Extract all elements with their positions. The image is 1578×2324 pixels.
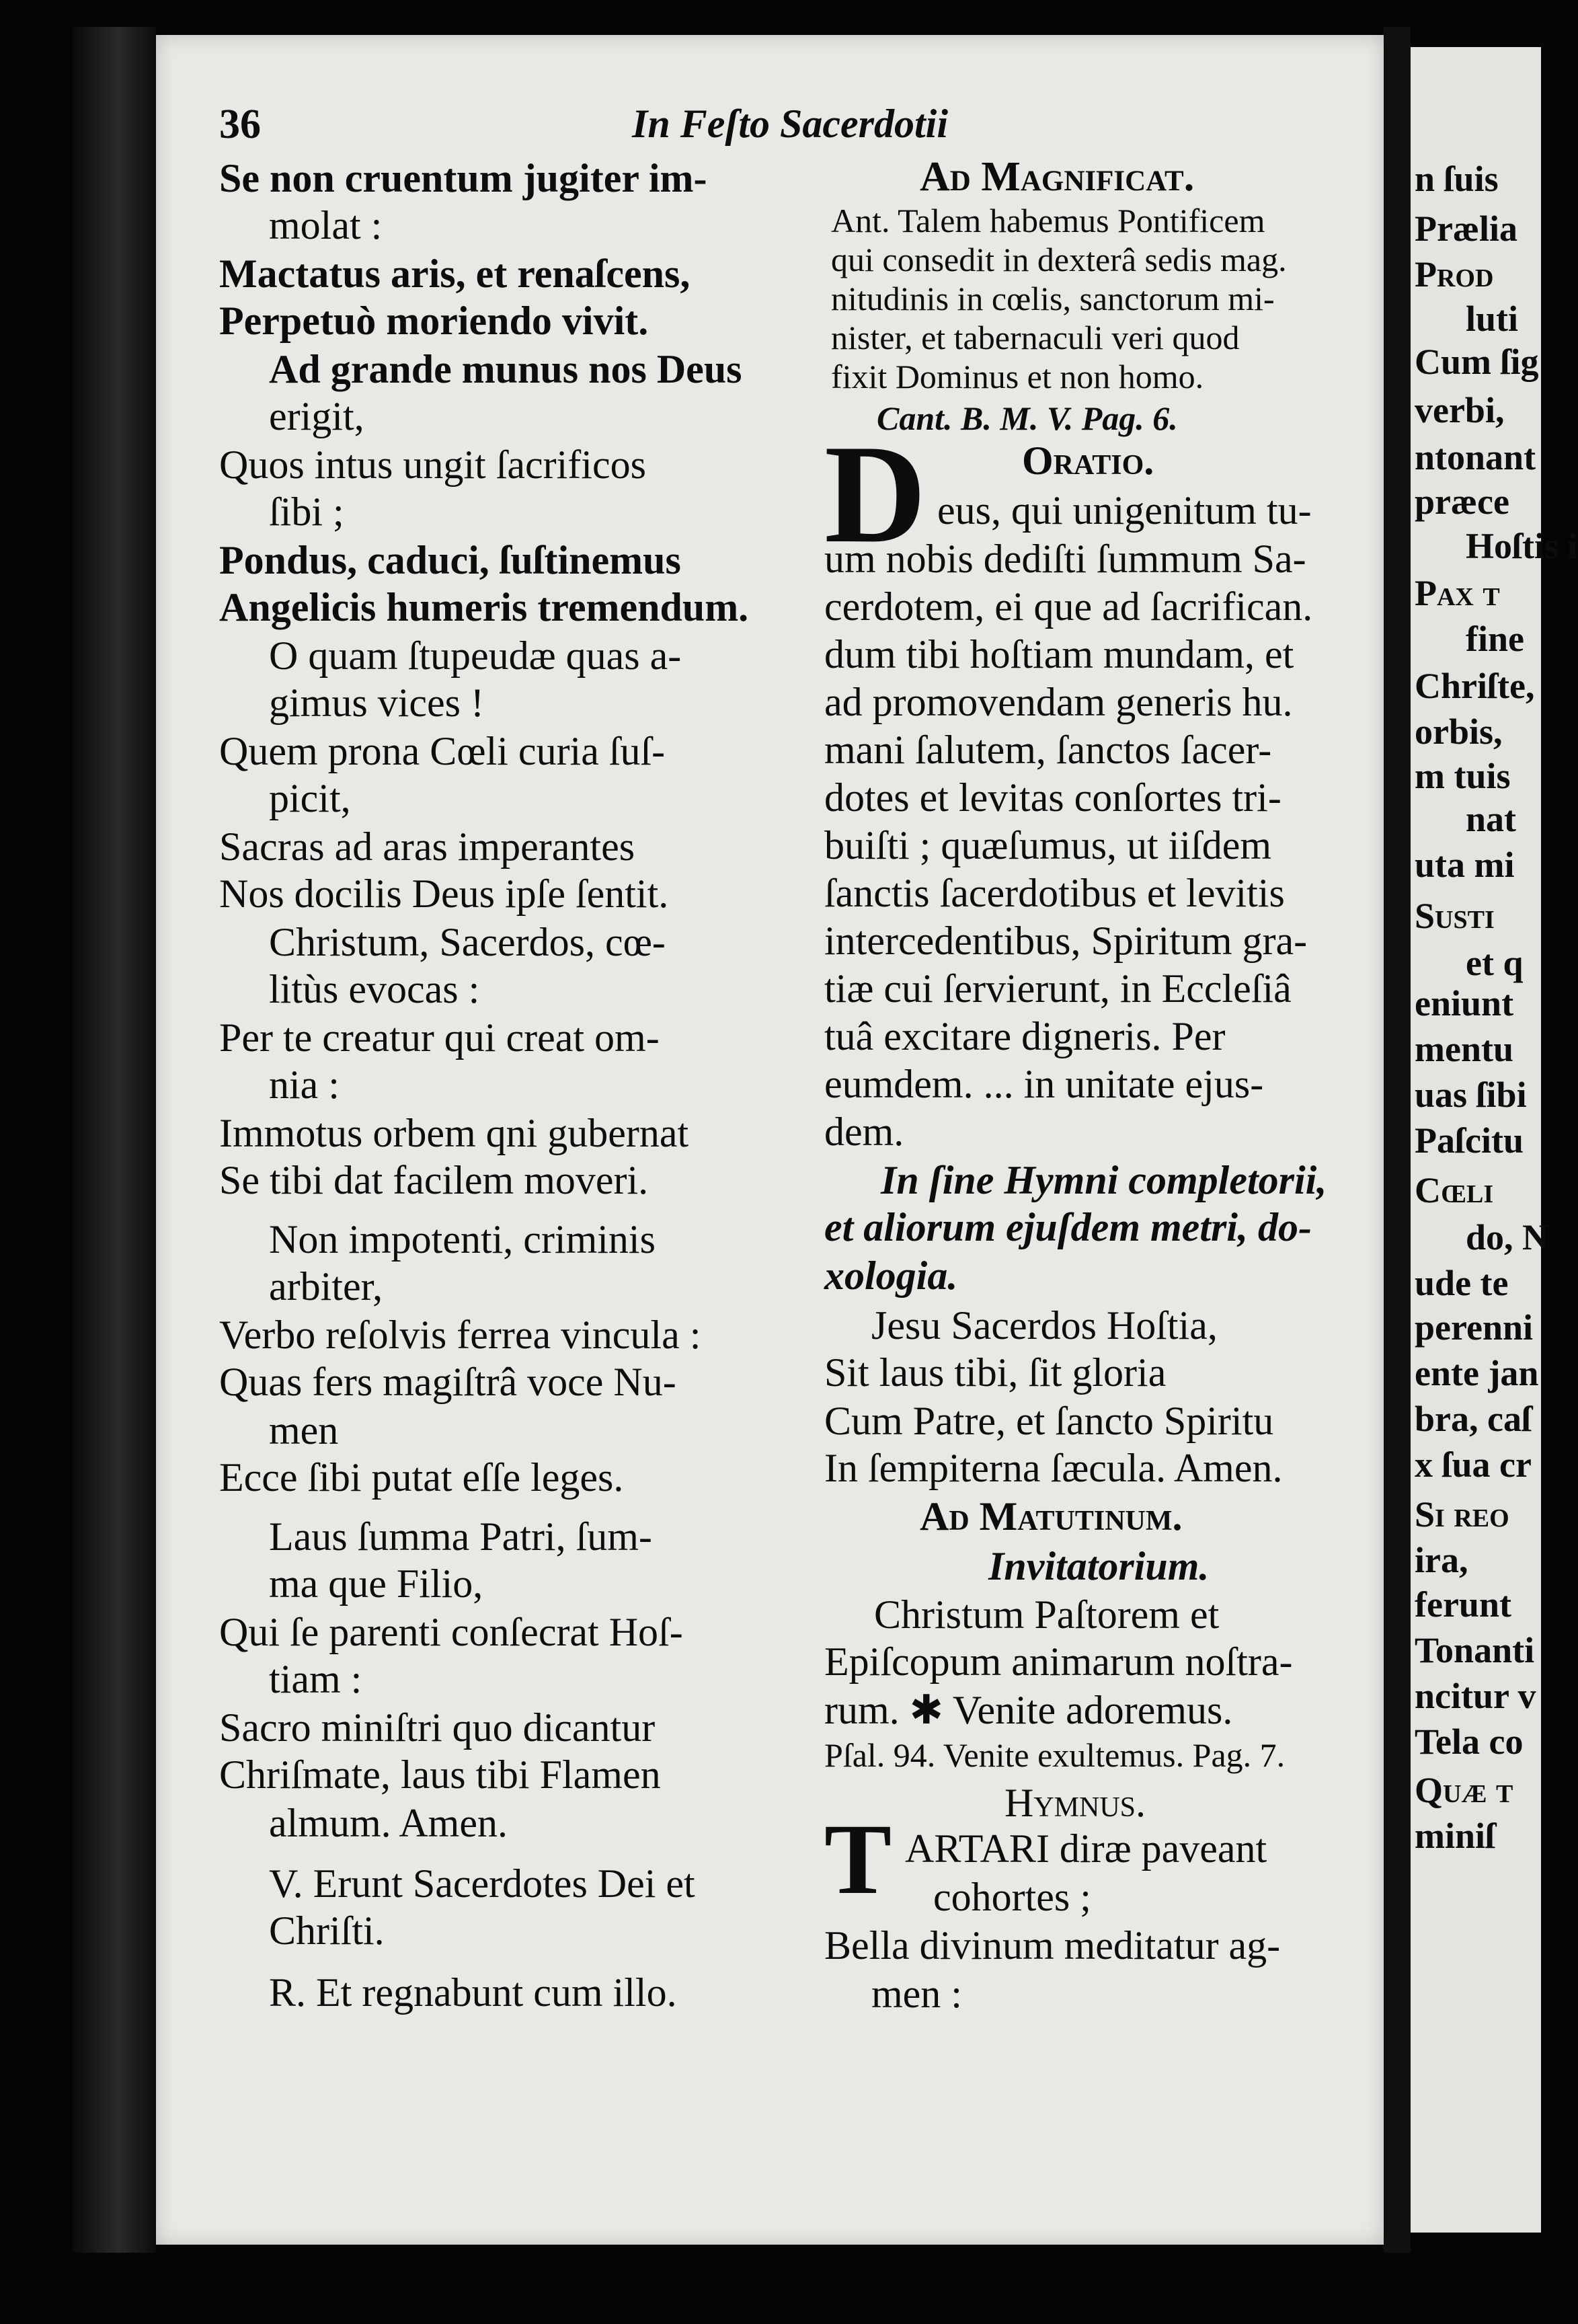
verse-line: V. Erunt Sacerdotes Dei et [269,1861,695,1906]
verse-line: nia : [269,1062,340,1107]
verse-line: Christum, Sacerdos, cœ- [269,920,666,964]
verse-line: Non impotenti, criminis [269,1217,656,1262]
verse-line: Quem prona Cœli curia ſuſ- [219,729,666,773]
rubric-line: et aliorum ejuſdem metri, do- [824,1205,1312,1249]
canticle-reference: Cant. B. M. V. Pag. 6. [877,399,1178,437]
verse-line: Laus ſumma Patri, ſum- [269,1514,652,1559]
adjacent-page-fragment: Prod [1415,254,1494,295]
antiphon-line: Ant. Talem habemus Pontificem [831,202,1265,239]
adjacent-page-fragment: Hoſtis i [1466,526,1578,566]
adjacent-page-fragment: n ſuis [1415,159,1499,199]
heading-ad-matutinum: Ad Matutinum. [920,1494,1183,1539]
hymn-line: cohortes ; [933,1875,1091,1919]
verse-line: Nos docilis Deus ipſe ſentit. [219,872,669,916]
oratio-line: tuâ excitare digneris. Per [824,1014,1226,1058]
verse-line: ma que Filio, [269,1561,483,1606]
adjacent-page-fragment: Quæ t [1415,1770,1513,1810]
verse-line: tiam : [269,1657,362,1701]
antiphon-line: qui consedit in dexterâ sedis mag. [831,241,1287,278]
adjacent-page-fragment: ente jan [1415,1353,1539,1393]
verse-line: Qui ſe parenti conſecrat Hoſ- [219,1610,683,1654]
verse-line: Ad grande munus nos Deus [269,347,742,391]
adjacent-page-fragment: Si reo [1415,1494,1509,1535]
adjacent-page-fragment: nat [1466,799,1517,839]
oratio-line: buiſti ; quæſumus, ut iiſdem [824,823,1272,867]
verse-line: Sacras ad aras imperantes [219,824,635,869]
oratio-line: ad promovendam generis hu. [824,680,1293,724]
verse-line: Ecce ſibi putat eſſe leges. [219,1455,624,1500]
verse-line: ſibi ; [269,490,344,534]
verse-line: Chriſti. [269,1908,385,1953]
adjacent-page-fragment: m tuis [1415,756,1511,796]
adjacent-page-fragment: uas ſibi [1415,1075,1527,1115]
adjacent-page-fragment: bra, caſ [1415,1399,1532,1439]
verse-line: arbiter, [269,1264,383,1309]
verse-line: erigit, [269,394,364,438]
verse-line: picit, [269,776,351,820]
hymn-line: ARTARI diræ paveant [905,1826,1267,1871]
adjacent-page-fragment: ntonant [1415,437,1536,477]
doxology-line: Jesu Sacerdos Hoſtia, [871,1303,1218,1348]
verse-line: Angelicis humeris tremendum. [219,585,749,629]
adjacent-page-fragment: uta mi [1415,845,1515,885]
verse-line: Chriſmate, laus tibi Flamen [219,1752,661,1797]
verse-line: litùs evocas : [269,967,480,1011]
oratio-line: mani ſalutem, ſanctos ſacer- [824,728,1272,772]
hymn-drop-cap: T [824,1804,892,1915]
invitatorium-line: Christum Paſtorem et [874,1592,1220,1637]
hymn-line: men : [871,1972,962,2016]
adjacent-page-fragment: x ſua cr [1415,1444,1532,1485]
invitatorium-line: Epiſcopum animarum noſtra- [824,1639,1293,1684]
invitatorium-line: rum. ✱ Venite adoremus. [824,1688,1233,1732]
verse-line: Immotus orbem qni gubernat [219,1111,689,1155]
adjacent-page-fragment: luti [1466,299,1519,339]
adjacent-page-fragment: Pax t [1415,573,1500,613]
verse-line: Se non cruentum jugiter im- [219,156,707,200]
oratio-drop-cap: D [824,416,926,572]
adjacent-page-fragment: Chriſte, [1415,666,1535,706]
adjacent-page-fragment: verbi, [1415,390,1505,430]
verse-line: O quam ſtupeudæ quas a- [269,633,682,678]
running-title: In Feſto Sacerdotii [632,102,949,146]
verse-line: Verbo reſolvis ferrea vincula : [219,1313,701,1357]
adjacent-page-fragment: Cum ſig [1415,342,1539,382]
oratio-line: eus, qui unigenitum tu- [937,488,1312,533]
doxology-line: Sit laus tibi, ſit gloria [824,1350,1167,1395]
adjacent-page-fragment: mentu [1415,1029,1513,1069]
psalm-reference: Pſal. 94. Venite exultemus. Pag. 7. [824,1736,1286,1774]
doxology-line: Cum Patre, et ſancto Spiritu [824,1399,1274,1443]
oratio-line: dotes et levitas conſortes tri- [824,775,1281,820]
heading-oratio: Oratio. [1022,438,1154,483]
verse-line: Se tibi dat facilem moveri. [219,1158,649,1202]
adjacent-page-fragment: Paſcitu [1415,1120,1524,1161]
oratio-line: um nobis dediſti ſummum Sa- [824,537,1306,581]
adjacent-page-fragment: eniunt [1415,983,1514,1023]
oratio-line: intercedentibus, Spiritum gra- [824,919,1308,963]
adjacent-page-fragment: perenni [1415,1307,1534,1348]
page-number: 36 [219,102,261,147]
adjacent-page-fragment: do, N [1466,1217,1549,1257]
adjacent-page-fragment: miniſ [1415,1816,1496,1856]
hymn-line: Bella divinum meditatur ag- [824,1923,1281,1968]
oratio-line: ſanctis ſacerdotibus et levitis [824,871,1285,915]
verse-line: Per te creatur qui creat om- [219,1015,660,1060]
rubric-line: In ſine Hymni completorii, [881,1158,1327,1202]
antiphon-line: nister, et tabernaculi veri quod [831,319,1240,356]
verse-line: Mactatus aris, et renaſcens, [219,251,691,296]
heading-hymnus: Hymnus. [1004,1781,1146,1825]
verse-line: molat : [269,203,383,247]
adjacent-page-fragment: ude te [1415,1263,1509,1303]
oratio-line: cerdotem, ei que ad ſacrifican. [824,584,1313,629]
oratio-line: dem. [824,1110,904,1154]
antiphon-line: fixit Dominus et non homo. [831,358,1204,395]
adjacent-page-fragment: ira, [1415,1540,1468,1580]
adjacent-page-fragment: Susti [1415,896,1495,936]
antiphon-line: nitudinis in cœlis, sanctorum mi- [831,280,1275,317]
verse-line: Pondus, caduci, ſuſtinemus [219,538,681,582]
adjacent-page-fragment: Tela co [1415,1721,1524,1762]
adjacent-page-fragment: præce [1415,481,1509,522]
adjacent-page-fragment: Prælia [1415,208,1517,249]
oratio-line: eumdem. ... in unitate ejus- [824,1062,1264,1106]
heading-ad-magnificat: Ad Magnificat. [920,154,1195,200]
adjacent-page-fragment: Tonanti [1415,1630,1535,1670]
verse-line: Sacro miniſtri quo dicantur [219,1705,656,1750]
adjacent-page-fragment: fine [1466,619,1524,659]
rubric-line: xologia. [824,1253,958,1298]
doxology-line: In ſempiterna ſæcula. Amen. [824,1446,1283,1490]
oratio-line: tiæ cui ſervierunt, in Eccleſiâ [824,966,1292,1011]
adjacent-page-fragment: Cœli [1415,1170,1494,1210]
invitatorium-heading: Invitatorium. [988,1544,1210,1588]
book-spine-shadow [73,27,156,2253]
verse-line: almum. Amen. [269,1801,508,1845]
verse-line: gimus vices ! [269,681,484,725]
page-gutter [1384,27,1411,2253]
verse-line: Quas fers magiſtrâ voce Nu- [219,1360,676,1404]
adjacent-page-fragment: orbis, [1415,711,1503,752]
verse-line: men [269,1408,339,1452]
oratio-line: dum tibi hoſtiam mundam, et [824,632,1294,676]
verse-line: R. Et regnabunt cum illo. [269,1970,677,2015]
verse-line: Quos intus ungit ſacrificos [219,442,646,487]
adjacent-page-fragment: et q [1466,943,1524,983]
adjacent-page-fragment: ferunt [1415,1584,1511,1625]
verse-line: Perpetuò moriendo vivit. [219,299,649,343]
adjacent-page-fragment: ncitur v [1415,1676,1536,1716]
